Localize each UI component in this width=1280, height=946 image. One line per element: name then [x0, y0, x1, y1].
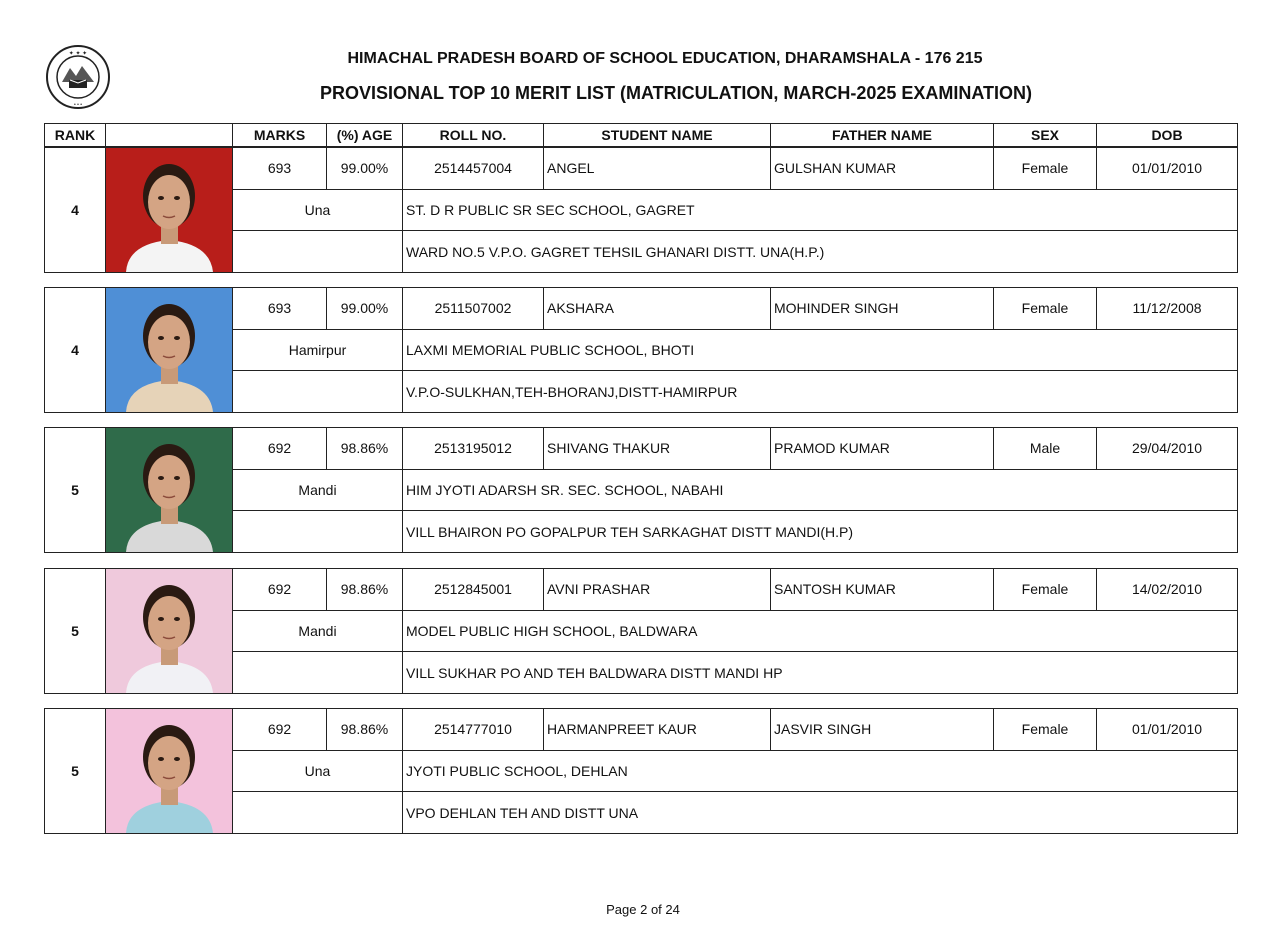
school-cell: LAXMI MEMORIAL PUBLIC SCHOOL, BHOTI [403, 329, 1238, 371]
student-record [44, 287, 1238, 413]
address-cell: VILL BHAIRON PO GOPALPUR TEH SARKAGHAT DISTT MANDI(H.P) [403, 511, 1238, 553]
board-title: HIMACHAL PRADESH BOARD OF SCHOOL EDUCATION, DHARAMSHALA - 176 215 [347, 50, 983, 67]
district-cell: Mandi [233, 610, 403, 652]
rank-cell: 4 [45, 148, 106, 273]
roll-no-cell: 2514777010 [403, 709, 544, 751]
father-name-cell: SANTOSH KUMAR [771, 569, 994, 611]
header-student-name: STUDENT NAME [544, 124, 771, 147]
header-photo [106, 124, 233, 147]
marks-cell: 693 [233, 148, 327, 190]
page-number: Page 2 of 24 [606, 902, 680, 917]
student-name-cell: SHIVANG THAKUR [544, 428, 771, 470]
father-name-cell: PRAMOD KUMAR [771, 428, 994, 470]
sex-cell: Female [994, 709, 1097, 751]
percentage-cell: 98.86% [327, 709, 403, 751]
roll-no-cell: 2512845001 [403, 569, 544, 611]
percentage-cell: 99.00% [327, 288, 403, 330]
student-record [44, 427, 1238, 553]
rank-cell: 5 [45, 709, 106, 834]
student-record [44, 568, 1238, 694]
empty-cell [233, 231, 403, 273]
marks-cell: 692 [233, 428, 327, 470]
marks-cell: 693 [233, 288, 327, 330]
empty-cell [233, 792, 403, 834]
address-cell: V.P.O-SULKHAN,TEH-BHORANJ,DISTT-HAMIRPUR [403, 371, 1238, 413]
roll-no-cell: 2511507002 [403, 288, 544, 330]
rank-cell: 4 [45, 288, 106, 413]
student-name-cell: AVNI PRASHAR [544, 569, 771, 611]
empty-cell [233, 652, 403, 694]
father-name-cell: JASVIR SINGH [771, 709, 994, 751]
header-rank: RANK [45, 124, 106, 147]
address-cell: VPO DEHLAN TEH AND DISTT UNA [403, 792, 1238, 834]
student-name-cell: HARMANPREET KAUR [544, 709, 771, 751]
percentage-cell: 98.86% [327, 428, 403, 470]
student-photo [106, 569, 233, 694]
svg-text:• • •: • • • [73, 102, 83, 108]
student-photo [106, 288, 233, 413]
father-name-cell: GULSHAN KUMAR [771, 148, 994, 190]
sex-cell: Male [994, 428, 1097, 470]
roll-no-cell: 2514457004 [403, 148, 544, 190]
header-dob: DOB [1097, 124, 1238, 147]
header-marks: MARKS [233, 124, 327, 147]
district-cell: Una [233, 750, 403, 792]
sex-cell: Female [994, 288, 1097, 330]
district-cell: Mandi [233, 469, 403, 511]
marks-cell: 692 [233, 709, 327, 751]
header-sex: SEX [994, 124, 1097, 147]
school-cell: ST. D R PUBLIC SR SEC SCHOOL, GAGRET [403, 189, 1238, 231]
school-cell: HIM JYOTI ADARSH SR. SEC. SCHOOL, NABAHI [403, 469, 1238, 511]
student-photo [106, 709, 233, 834]
address-cell: VILL SUKHAR PO AND TEH BALDWARA DISTT MANDI HP [403, 652, 1238, 694]
dob-cell: 11/12/2008 [1097, 288, 1238, 330]
header-roll-no: ROLL NO. [403, 124, 544, 147]
student-name-cell: AKSHARA [544, 288, 771, 330]
district-cell: Una [233, 189, 403, 231]
dob-cell: 01/01/2010 [1097, 709, 1238, 751]
dob-cell: 14/02/2010 [1097, 569, 1238, 611]
header-percentage: (%) AGE [327, 124, 403, 147]
empty-cell [233, 511, 403, 553]
sex-cell: Female [994, 569, 1097, 611]
school-cell: MODEL PUBLIC HIGH SCHOOL, BALDWARA [403, 610, 1238, 652]
percentage-cell: 98.86% [327, 569, 403, 611]
merit-list-title: PROVISIONAL TOP 10 MERIT LIST (MATRICULATION, MARCH-2025 EXAMINATION) [319, 83, 1033, 103]
sex-cell: Female [994, 148, 1097, 190]
rank-cell: 5 [45, 569, 106, 694]
marks-cell: 692 [233, 569, 327, 611]
student-photo [106, 428, 233, 553]
school-cell: JYOTI PUBLIC SCHOOL, DEHLAN [403, 750, 1238, 792]
dob-cell: 29/04/2010 [1097, 428, 1238, 470]
student-photo [106, 148, 233, 273]
student-record [44, 708, 1238, 834]
dob-cell: 01/01/2010 [1097, 148, 1238, 190]
district-cell: Hamirpur [233, 329, 403, 371]
header-father-name: FATHER NAME [771, 124, 994, 147]
student-name-cell: ANGEL [544, 148, 771, 190]
percentage-cell: 99.00% [327, 148, 403, 190]
empty-cell [233, 371, 403, 413]
rank-cell: 5 [45, 428, 106, 553]
svg-text:✦ ✦ ✦: ✦ ✦ ✦ [68, 51, 88, 57]
roll-no-cell: 2513195012 [403, 428, 544, 470]
father-name-cell: MOHINDER SINGH [771, 288, 994, 330]
student-record [44, 147, 1238, 273]
address-cell: WARD NO.5 V.P.O. GAGRET TEHSIL GHANARI DISTT. UNA(H.P.) [403, 231, 1238, 273]
column-header-table [44, 123, 1238, 147]
